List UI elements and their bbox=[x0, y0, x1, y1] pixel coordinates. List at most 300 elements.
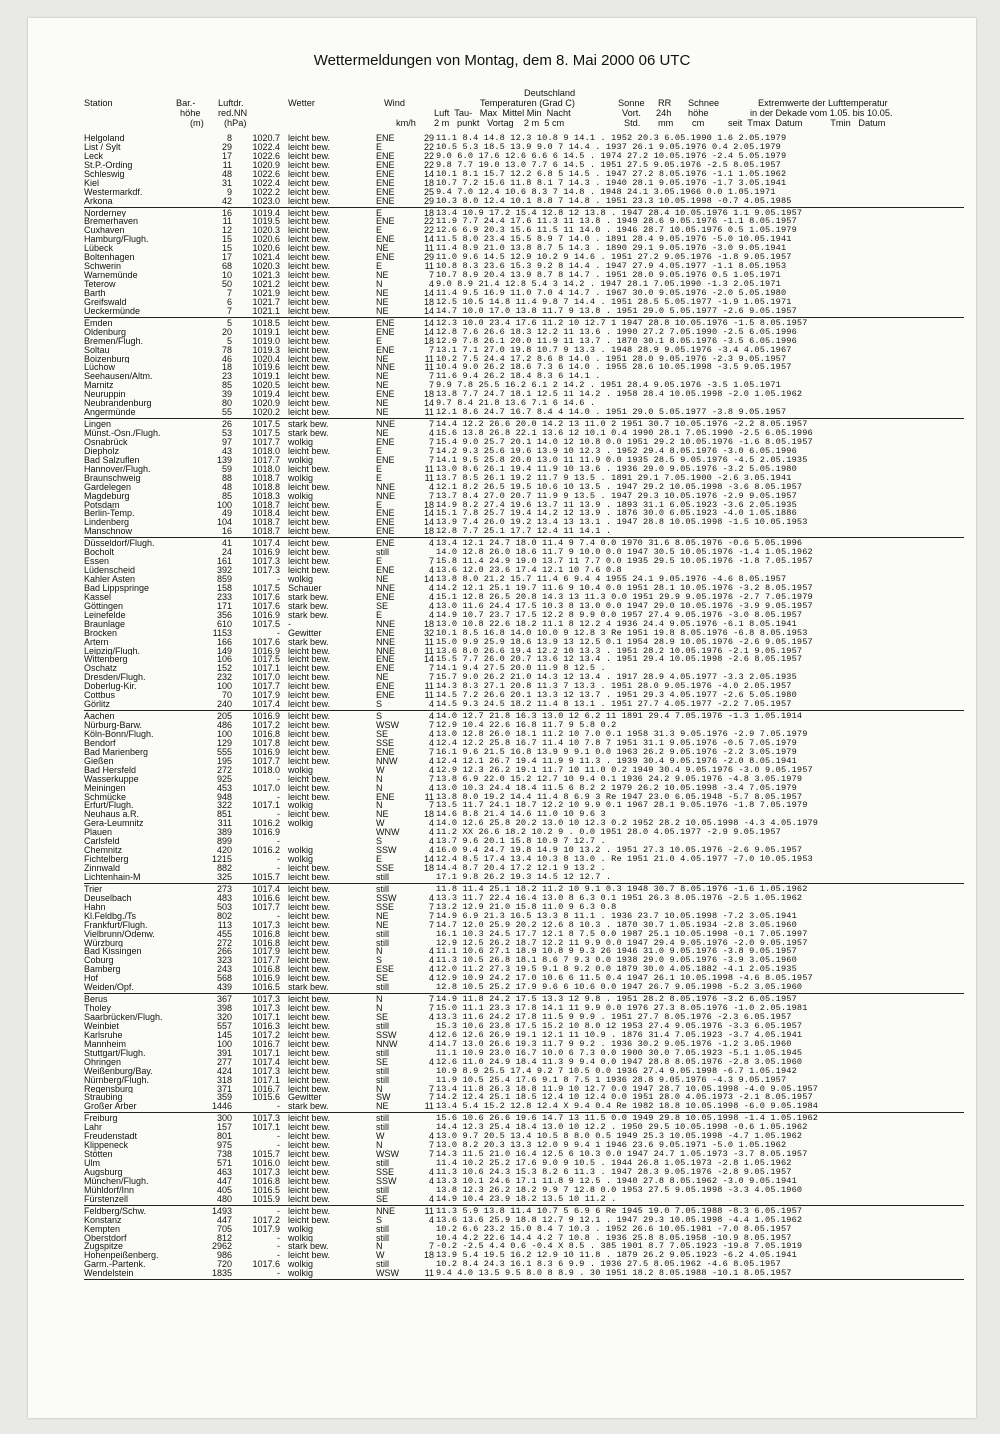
barometer-height: 439 bbox=[216, 983, 232, 993]
weather: leicht bew. bbox=[288, 217, 331, 227]
table-row bbox=[84, 390, 964, 399]
station-name: Plauen bbox=[84, 828, 113, 838]
measurements: 14.5 9.3 24.5 18.2 11.4 8 13.1 . 1951 27.7 4.05.1977 -2.2 7.05.1957 bbox=[436, 700, 792, 710]
station-name: Frankfurt/Flugh. bbox=[84, 920, 148, 930]
pressure: 1018.7 bbox=[252, 473, 280, 483]
weather: leicht bew. bbox=[288, 539, 331, 549]
wind-direction: still bbox=[376, 548, 389, 558]
weather: leicht bew. bbox=[288, 1013, 331, 1022]
measurements: 13.3 10.1 24.6 17.1 11.8 9 12.5 . 1940 27.8 8.05.1962 -3.0 9.05.1941 bbox=[436, 1176, 797, 1186]
pressure: 1017.3 bbox=[252, 1004, 280, 1014]
wind-speed: 7 bbox=[428, 345, 434, 355]
table-row bbox=[84, 1207, 964, 1216]
pressure: - bbox=[277, 855, 280, 865]
table-row bbox=[84, 974, 964, 983]
measurements: 10.2 7.5 24.4 17.2 8.6 8 14.0 . 1951 28.0 9.05.1976 -2.3 9.05.1957 bbox=[436, 354, 787, 364]
barometer-height: 145 bbox=[216, 1030, 232, 1040]
wind-direction: NNW bbox=[376, 756, 398, 766]
weather: leicht bew. bbox=[288, 408, 331, 418]
table-row bbox=[84, 1123, 964, 1132]
wind-speed: 11 bbox=[424, 408, 434, 418]
barometer-height: 15 bbox=[221, 235, 232, 245]
weather: leicht bew. bbox=[288, 673, 331, 683]
barometer-height: 359 bbox=[216, 1093, 232, 1103]
wind-speed: 22 bbox=[423, 160, 434, 170]
measurements: 13.3 11.7 22.4 16.4 13.0 8 6.3 0.1 1951 26.3 8.05.1976 -2.5 1.05.1962 bbox=[436, 893, 803, 903]
barometer-height: 166 bbox=[216, 637, 232, 647]
weather: leicht bew. bbox=[288, 327, 331, 337]
wind-direction: W bbox=[376, 1251, 385, 1261]
table-row bbox=[84, 947, 964, 956]
barometer-height: 273 bbox=[216, 884, 232, 894]
station-name: Regensburg bbox=[84, 1084, 134, 1094]
table-row bbox=[84, 629, 964, 638]
weather: leicht bew. bbox=[288, 974, 331, 984]
table-row bbox=[84, 1114, 964, 1123]
station-name: Kassel bbox=[84, 592, 112, 602]
barometer-height: 15 bbox=[221, 244, 232, 254]
station-name: Doberlug-Kir. bbox=[84, 682, 137, 692]
measurements: 9.9 7.8 25.5 16.2 6.1 2 14.2 . 1951 28.4 9.05.1976 -3.5 1.05.1971 bbox=[436, 381, 781, 391]
barometer-height: 1835 bbox=[211, 1269, 232, 1279]
station-name: Ueckermünde bbox=[84, 306, 141, 316]
pressure: 1017.5 bbox=[252, 655, 280, 665]
wind-speed: 4 bbox=[428, 1132, 434, 1142]
weather: leicht bew. bbox=[288, 566, 331, 576]
wind-direction: NE bbox=[376, 673, 389, 683]
barometer-height: 85 bbox=[221, 491, 232, 501]
barometer-height: 88 bbox=[221, 473, 232, 483]
weather: leicht bew. bbox=[288, 244, 331, 254]
wind-direction: SSW bbox=[376, 893, 397, 903]
station-name: Mannheim bbox=[84, 1039, 127, 1049]
barometer-height: 205 bbox=[216, 712, 232, 722]
pressure: 1020.4 bbox=[252, 354, 280, 364]
barometer-height: 356 bbox=[216, 610, 232, 620]
wind-speed: 4 bbox=[428, 1176, 434, 1186]
table-row bbox=[84, 793, 964, 802]
barometer-height: 42 bbox=[221, 196, 232, 206]
wind-direction: E bbox=[376, 208, 383, 218]
weather: leicht bew. bbox=[288, 280, 331, 289]
measurements: 12.1 8.2 26.5 19.5 10.6 10 13.5 . 1947 29.2 10.05.1998 -3.6 8.05.1957 bbox=[436, 482, 803, 492]
station-name: Öhringen bbox=[84, 1057, 122, 1067]
document-title: Wettermeldungen von Montag, dem 8. Mai 2000 06 UTC bbox=[313, 52, 691, 69]
station-group bbox=[84, 712, 964, 884]
barometer-height: 311 bbox=[217, 819, 232, 829]
measurements: 13.2 12.9 21.0 15.8 11.0 9 6.3 0.8 bbox=[436, 902, 617, 912]
measurements: 14.0 12.7 21.8 16.3 13.0 12 6.2 11 1891 29.4 7.05.1976 -1.3 1.05.1914 bbox=[436, 712, 803, 722]
weather: leicht bew. bbox=[288, 682, 331, 692]
barometer-height: 17 bbox=[221, 151, 232, 161]
wind-speed: 4 bbox=[428, 482, 434, 492]
measurements: 13.7 8.4 27.0 20.7 11.9 9 13.5 . 1947 29.3 10.05.1976 -2.9 9.05.1957 bbox=[436, 491, 797, 501]
measurements: 14.4 12.3 25.4 18.4 13.0 10 12.2 . 1950 29.5 10.05.1998 -0.6 1.05.1962 bbox=[436, 1123, 808, 1133]
pressure: - bbox=[277, 1132, 280, 1142]
station-name: Stuttgart/Flugh. bbox=[84, 1048, 146, 1058]
weather: leicht bew. bbox=[288, 1004, 331, 1014]
wind-speed: 18 bbox=[423, 500, 434, 510]
wind-speed: 4 bbox=[428, 1215, 434, 1225]
barometer-height: 557 bbox=[216, 1021, 232, 1031]
wind-speed: 11 bbox=[424, 354, 434, 364]
table-row bbox=[84, 1076, 964, 1085]
table-row bbox=[84, 757, 964, 766]
barometer-height: 1493 bbox=[211, 1206, 232, 1216]
table-row bbox=[84, 372, 964, 381]
barometer-height: 23 bbox=[221, 372, 232, 382]
measurements: 15.1 7.8 25.7 19.4 14.2 12 13.9 . 1876 30.0 6.05.1923 -4.0 1.05.1886 bbox=[436, 509, 797, 519]
station-name: Lübeck bbox=[84, 244, 114, 254]
station-name: Oberstdorf bbox=[84, 1233, 127, 1243]
table-row bbox=[84, 855, 964, 864]
barometer-height: 391 bbox=[216, 1048, 232, 1058]
barometer-height: 113 bbox=[217, 920, 232, 930]
weather: leicht bew. bbox=[288, 655, 331, 665]
weather: leicht bew. bbox=[288, 864, 331, 873]
table-row bbox=[84, 179, 964, 188]
table-row bbox=[84, 837, 964, 846]
measurements: 14.6 8.8 21.4 14.6 11.0 10 9.6 3 bbox=[436, 810, 606, 820]
station-name: Görlitz bbox=[84, 700, 111, 710]
header-baro-1: Bar.- bbox=[176, 98, 196, 108]
wind-direction: SSE bbox=[376, 738, 395, 748]
table-row bbox=[84, 1093, 964, 1102]
measurements: 11.0 9.6 14.5 12.9 10.2 9 14.6 . 1951 27.2 9.05.1976 -1.8 9.05.1957 bbox=[436, 253, 792, 263]
wind-direction: E bbox=[376, 336, 383, 346]
barometer-height: 1215 bbox=[211, 855, 232, 865]
wind-speed: 4 bbox=[428, 846, 434, 856]
barometer-height: 801 bbox=[216, 1132, 232, 1142]
station-name: Zugspitze bbox=[84, 1242, 124, 1252]
pressure: - bbox=[277, 1233, 280, 1243]
table-row bbox=[84, 271, 964, 280]
station-name: Lichtenhain-M bbox=[84, 872, 141, 882]
wind-direction: W bbox=[376, 819, 385, 829]
measurements: 15.6 13.8 26.8 22.1 13.6 12 10.1 0.4 1990 28.1 7.05.1990 -2.5 6.05.1996 bbox=[436, 429, 813, 438]
wind-speed: 22 bbox=[423, 226, 434, 236]
wind-direction: N bbox=[376, 280, 383, 289]
barometer-height: 158 bbox=[216, 583, 232, 593]
barometer-height: 1153 bbox=[212, 628, 232, 638]
table-row bbox=[84, 381, 964, 390]
wind-speed: 7 bbox=[428, 1093, 434, 1103]
wind-speed: 4 bbox=[428, 280, 434, 289]
wind-speed: 18 bbox=[423, 208, 434, 218]
wind-direction: WSW bbox=[376, 1269, 399, 1279]
wind-speed: 14 bbox=[423, 327, 434, 337]
measurements: 11.3 10.5 26.8 18.1 8.6 7 9.3 0.0 1938 29.0 9.05.1976 -3.9 3.05.1960 bbox=[436, 956, 797, 966]
table-row bbox=[84, 1251, 964, 1260]
weather: leicht bew. bbox=[288, 142, 331, 152]
table-row bbox=[84, 691, 964, 700]
weather: Gewitter bbox=[288, 1093, 322, 1103]
station-name: Braunschweig bbox=[84, 473, 141, 483]
table-row bbox=[84, 775, 964, 784]
weather: wolkig bbox=[288, 1224, 314, 1234]
measurements: 13.4 5.4 15.2 12.8 12.4 X 9.4 0.4 Re 1982 18.8 10.05.1998 -6.0 9.05.1984 bbox=[436, 1102, 819, 1112]
table-row bbox=[84, 527, 964, 536]
weather: leicht bew. bbox=[288, 208, 331, 218]
pressure: 1018.8 bbox=[252, 482, 280, 492]
wind-speed: 4 bbox=[428, 738, 434, 748]
weather: leicht bew. bbox=[288, 956, 331, 966]
wind-speed: 11 bbox=[424, 646, 434, 656]
wind-direction: still bbox=[376, 884, 389, 894]
wind-speed: 11 bbox=[424, 1269, 434, 1279]
wind-direction: N bbox=[376, 774, 383, 784]
weather: stark bew. bbox=[288, 637, 329, 647]
measurements: 13.8 8.0 19.2 14.4 11.4 8 6.9 3 Re 1947 23.0 6.05.1948 -5.7 8.05.1957 bbox=[436, 792, 803, 802]
pressure: 1021.2 bbox=[252, 280, 280, 289]
wind-direction: ENE bbox=[376, 178, 395, 188]
weather: leicht bew. bbox=[288, 271, 331, 281]
pressure: 1020.6 bbox=[252, 235, 280, 245]
wind-speed: 7 bbox=[428, 747, 434, 757]
header-schnee-3: cm bbox=[692, 118, 705, 128]
weather: leicht bew. bbox=[288, 1039, 331, 1049]
wind-direction: ENE bbox=[376, 792, 395, 802]
weather: leicht bew. bbox=[288, 134, 331, 143]
barometer-height: 851 bbox=[216, 810, 232, 820]
wind-speed: 7 bbox=[428, 801, 434, 811]
pressure: 1016.2 bbox=[252, 846, 280, 856]
wind-direction: ENE bbox=[376, 664, 395, 674]
pressure: 1022.6 bbox=[252, 151, 280, 161]
station-name: Bad Lippspringe bbox=[84, 583, 150, 593]
wind-direction: ENE bbox=[376, 592, 395, 602]
weather: leicht bew. bbox=[288, 1132, 331, 1142]
table-row bbox=[84, 1234, 964, 1243]
pressure: 1017.6 bbox=[252, 592, 280, 602]
station-name: Bamberg bbox=[84, 965, 121, 975]
weather: stark bew. bbox=[288, 983, 329, 993]
station-name: Nürnberg/Flugh. bbox=[84, 1075, 150, 1085]
measurements: 12.9 7.8 26.1 20.0 11.9 11 13.7 . 1870 30.1 8.05.1976 -3.5 6.05.1996 bbox=[436, 336, 797, 346]
station-name: Wittenberg bbox=[84, 655, 128, 665]
pressure: 1021.4 bbox=[252, 253, 280, 263]
table-row bbox=[84, 557, 964, 566]
weather: wolkig bbox=[288, 846, 314, 856]
table-row bbox=[84, 956, 964, 965]
measurements: 12.3 10.0 23.4 17.6 11.2 10 12.7 1 1947 28.8 10.05.1976 -1.5 8.05.1957 bbox=[436, 318, 808, 328]
table-row bbox=[84, 1004, 964, 1013]
wind-direction: ENE bbox=[376, 253, 395, 263]
barometer-height: 152 bbox=[216, 664, 232, 674]
weather: stark bew. bbox=[288, 1242, 329, 1252]
pressure: 1019.4 bbox=[252, 390, 280, 400]
measurements: 13.3 11.6 24.2 17.8 11.5 9 9.9 . 1951 27.7 8.05.1976 -2.3 6.05.1957 bbox=[436, 1013, 792, 1022]
weather: leicht bew. bbox=[288, 354, 331, 364]
station-name: Manschnow bbox=[84, 527, 133, 537]
pressure: 1016.9 bbox=[252, 610, 280, 620]
pressure: 1016.9 bbox=[252, 828, 280, 838]
wind-speed: 32 bbox=[423, 628, 434, 638]
wind-direction: NNE bbox=[376, 583, 396, 593]
weather: leicht bew. bbox=[288, 1021, 331, 1031]
pressure: 1018.5 bbox=[252, 318, 280, 328]
weather: leicht bew. bbox=[288, 196, 331, 206]
wind-direction: still bbox=[376, 1114, 389, 1124]
weather: wolkig bbox=[288, 855, 314, 865]
pressure: 1017.1 bbox=[252, 1013, 280, 1022]
station-name: Fürstenzell bbox=[84, 1194, 129, 1204]
weather: leicht bew. bbox=[288, 1185, 331, 1195]
wind-speed: 18 bbox=[423, 864, 434, 873]
measurements: 12.6 12.6 26.9 19.1 12.1 11 10.9 . 1876 31.4 7.05.1923 -3.7 4.05.1941 bbox=[436, 1030, 803, 1040]
measurements: 12.6 6.9 20.3 15.6 11.5 11 14.0 . 1946 28.7 10.05.1976 0.5 1.05.1979 bbox=[436, 226, 797, 236]
barometer-height: 100 bbox=[216, 500, 232, 510]
table-row bbox=[84, 647, 964, 656]
wind-speed: 7 bbox=[428, 902, 434, 912]
table-row bbox=[84, 921, 964, 930]
pressure: 1020.7 bbox=[252, 134, 280, 143]
measurements: 10.1 8.5 16.8 14.0 10.0 9 12.8 3 Re 1951 19.8 8.05.1976 -6.8 8.05.1953 bbox=[436, 628, 808, 638]
barometer-height: 272 bbox=[216, 765, 232, 775]
measurements: 15.0 11.1 23.3 17.8 14.1 11 9.9 0.0 1976 27.3 8.05.1976 -1.0 2.05.1981 bbox=[436, 1004, 808, 1014]
pressure: 1021.1 bbox=[252, 306, 280, 316]
pressure: 1019.0 bbox=[252, 336, 280, 346]
wind-direction: still bbox=[376, 1123, 389, 1133]
barometer-height: 29 bbox=[221, 142, 232, 152]
measurements: 15.4 9.0 25.7 20.1 14.0 12 10.8 0.0 1951 29.2 10.05.1976 -1.6 8.05.1957 bbox=[436, 437, 813, 447]
barometer-height: 50 bbox=[221, 280, 232, 289]
pressure: 1017.5 bbox=[252, 583, 280, 593]
wind-speed: 7 bbox=[428, 437, 434, 447]
weather: leicht bew. bbox=[288, 1075, 331, 1085]
table-row bbox=[84, 355, 964, 364]
weather: leicht bew. bbox=[288, 810, 331, 820]
wind-speed: 4 bbox=[428, 965, 434, 975]
barometer-height: 318 bbox=[216, 1075, 232, 1085]
table-row bbox=[84, 611, 964, 620]
station-name: Schmücke bbox=[84, 792, 127, 802]
station-name: Arkona bbox=[84, 196, 113, 206]
wind-speed: 4 bbox=[428, 1194, 434, 1204]
weather: leicht bew. bbox=[288, 1150, 331, 1160]
barometer-height: 78 bbox=[221, 345, 232, 355]
pressure: 1017.3 bbox=[252, 1114, 280, 1124]
station-name: Cuxhaven bbox=[84, 226, 125, 236]
header-luft-1: Luftdr. bbox=[218, 98, 244, 108]
wind-direction: still bbox=[376, 1185, 389, 1195]
barometer-height: 8 bbox=[226, 134, 232, 143]
barometer-height: 7 bbox=[226, 288, 232, 298]
weather: wolkig bbox=[288, 801, 314, 811]
table-row bbox=[84, 548, 964, 557]
measurements: 14.2 9.3 25.6 19.6 13.9 10 12.3 . 1952 29.4 8.05.1976 -3.0 6.05.1996 bbox=[436, 446, 797, 456]
station-name: Stötten bbox=[84, 1150, 113, 1160]
measurements: 15.3 10.6 23.8 17.5 15.2 10 8.0 12 1953 27.4 9.05.1976 -3.3 6.05.1957 bbox=[436, 1021, 803, 1031]
wind-direction: SE bbox=[376, 974, 389, 984]
wind-direction: NNE bbox=[376, 491, 396, 501]
weather: leicht bew. bbox=[288, 557, 331, 567]
barometer-height: 68 bbox=[221, 262, 232, 272]
station-name: List / Sylt bbox=[84, 142, 121, 152]
weather: leicht bew. bbox=[288, 691, 331, 701]
table-row bbox=[84, 784, 964, 793]
measurements: 14.1 9.5 25.8 20.0 13.0 11 11.9 0.0 1935 28.5 9.05.1976 -4.5 2.05.1935 bbox=[436, 455, 808, 465]
station-name: Würzburg bbox=[84, 938, 124, 948]
wind-direction: SW bbox=[376, 1093, 391, 1103]
weather: leicht bew. bbox=[288, 1194, 331, 1204]
wind-direction: SE bbox=[376, 601, 389, 611]
wind-direction: E bbox=[376, 473, 383, 483]
pressure: 1016.8 bbox=[252, 965, 280, 975]
header-temp-cols-2: 2 m punkt Vortag 2 m 5 cm bbox=[434, 118, 565, 128]
wind-speed: 4 bbox=[428, 783, 434, 793]
table-row bbox=[84, 235, 964, 244]
table-row bbox=[84, 575, 964, 584]
station-name: Zinnwald bbox=[84, 864, 121, 873]
pressure: 1017.0 bbox=[252, 783, 280, 793]
pressure: 1018.0 bbox=[252, 446, 280, 456]
measurements: 14.9 6.9 21.3 16.5 13.3 8 11.1 . 1936 23.7 10.05.1998 -7.2 3.05.1941 bbox=[436, 911, 797, 921]
table-row bbox=[84, 438, 964, 447]
wind-speed: 18 bbox=[423, 527, 434, 537]
pressure: 1019.4 bbox=[252, 208, 280, 218]
wind-speed: 4 bbox=[428, 700, 434, 710]
weather: leicht bew. bbox=[288, 783, 331, 793]
station-name: Essen bbox=[84, 557, 110, 567]
station-name: Karlsruhe bbox=[84, 1030, 123, 1040]
station-name: Diepholz bbox=[84, 446, 120, 456]
station-name: Artern bbox=[84, 637, 109, 647]
weather: leicht bew. bbox=[288, 1176, 331, 1186]
wind-speed: 7 bbox=[428, 1242, 434, 1252]
wind-direction: NE bbox=[376, 354, 389, 364]
weather: leicht bew. bbox=[288, 712, 331, 722]
wind-direction: still bbox=[376, 1048, 389, 1058]
station-name: Greifswald bbox=[84, 297, 127, 307]
measurements: 10.4 4.2 22.6 14.4 4.2 7 10.8 . 1936 25.8 8.05.1958 -10.9 8.05.1957 bbox=[436, 1233, 792, 1243]
wind-direction: NE bbox=[376, 408, 389, 418]
pressure: 1022.2 bbox=[252, 187, 280, 197]
weather: leicht bew. bbox=[288, 700, 331, 710]
barometer-height: 232 bbox=[216, 673, 232, 683]
station-name: Magdeburg bbox=[84, 491, 130, 501]
wind-speed: 22 bbox=[423, 217, 434, 227]
pressure: 1016.9 bbox=[252, 646, 280, 656]
station-name: Hahn bbox=[84, 902, 106, 912]
measurements: 11.3 10.6 24.3 15.3 8.2 6 11.3 . 1947 28.3 9.05.1976 -2.8 9.05.1957 bbox=[436, 1167, 792, 1177]
table-row bbox=[84, 209, 964, 218]
wind-direction: N bbox=[376, 801, 383, 811]
measurements: 13.8 8.0 21.2 15.7 11.4 6 9.4 4 1955 24.1 9.05.1976 -4.6 8.05.1957 bbox=[436, 575, 787, 584]
table-row bbox=[84, 363, 964, 372]
weather: leicht bew. bbox=[288, 1114, 331, 1124]
pressure: 1016.6 bbox=[252, 893, 280, 903]
measurements: 11.1 10.6 27.1 18.9 10.8 9 9.3 26 1946 31.0 9.05.1976 -3.8 9.05.1957 bbox=[436, 947, 797, 957]
weather: leicht bew. bbox=[288, 664, 331, 674]
measurements: 13.7 8.5 26.1 19.2 11.7 9 13.5 . 1891 29.1 7.05.1900 -2.6 3.05.1941 bbox=[436, 473, 792, 483]
measurements: 12.4 12.2 25.8 16.7 11.4 10 7.8 7 1951 31.1 9.05.1976 -0.5 7.05.1979 bbox=[436, 738, 797, 748]
weather: wolkig bbox=[288, 1269, 314, 1279]
table-row bbox=[84, 682, 964, 691]
table-row bbox=[84, 1186, 964, 1195]
table-row bbox=[84, 226, 964, 235]
table-row bbox=[84, 939, 964, 948]
pressure: 1017.2 bbox=[252, 1030, 280, 1040]
table-header bbox=[84, 72, 974, 130]
wind-direction: still bbox=[376, 1224, 389, 1234]
wind-direction: ENE bbox=[376, 437, 395, 447]
wind-speed: 29 bbox=[423, 253, 434, 263]
station-name: Klippeneck bbox=[84, 1141, 129, 1151]
station-name: Deuselbach bbox=[84, 893, 132, 903]
wind-speed: 18 bbox=[423, 810, 434, 820]
pressure: 1017.3 bbox=[252, 1167, 280, 1177]
